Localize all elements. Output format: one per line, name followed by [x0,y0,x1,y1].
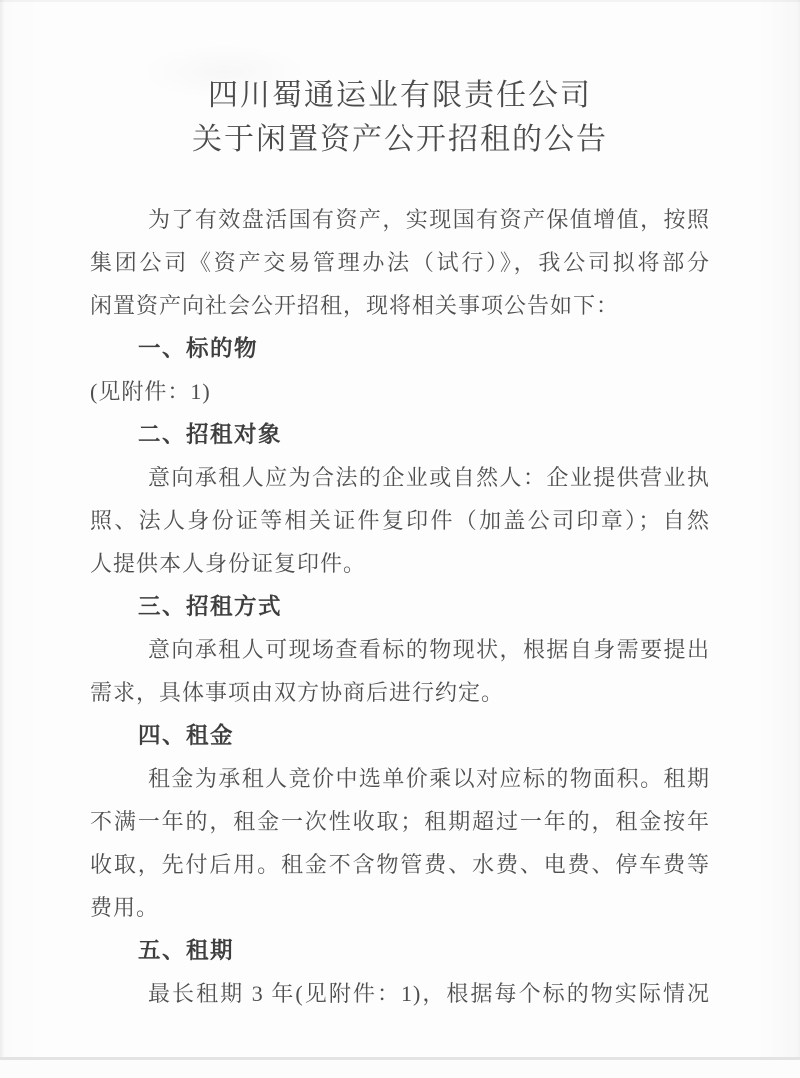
section-heading-rent: 四、租金 [138,723,235,748]
intro-line: 为了有效盘活国有资产，实现国有资产保值增值，按照 [148,207,710,232]
section-heading-lease-targets: 二、招租对象 [138,422,283,447]
body-line: 意向承租人应为合法的企业或自然人：企业提供营业执 [148,465,710,490]
body-line: 意向承租人可现场查看标的物现状，根据自身需要提出 [148,637,710,662]
intro-line: 闲置资产向社会公开招租，现将相关事项公告如下： [90,293,620,318]
section-heading-subject-matter: 一、标的物 [138,336,259,361]
page-bottom-margin [0,1060,800,1078]
section-heading-lease-method: 三、招租方式 [138,594,283,619]
attachment-note: (见附件：1) [90,379,211,404]
document-body [90,198,710,1015]
body-line: 费用。 [90,895,160,920]
section-heading-lease-term: 五、租期 [138,938,235,963]
document-title [0,0,800,162]
page-title-line-2: 关于闲置资产公开招租的公告 [192,123,608,156]
body-line: 收取，先付后用。租金不含物管费、水费、电费、停车费等 [90,852,710,877]
page-title-line-1: 四川蜀通运业有限责任公司 [208,79,592,112]
intro-line: 集团公司《资产交易管理办法（试行）》，我公司拟将部分 [90,250,710,275]
body-line: 照、法人身份证等相关证件复印件（加盖公司印章）；自然 [90,508,710,533]
body-line: 人提供本人身份证复印件。 [90,551,367,576]
body-line: 需求，具体事项由双方协商后进行约定。 [90,680,505,705]
body-line: 不满一年的，租金一次性收取；租期超过一年的，租金按年 [90,809,710,834]
body-line: 最长租期 3 年(见附件：1)，根据每个标的物实际情况 [148,981,710,1006]
body-line: 租金为承租人竞价中选单价乘以对应标的物面积。租期 [148,766,710,791]
